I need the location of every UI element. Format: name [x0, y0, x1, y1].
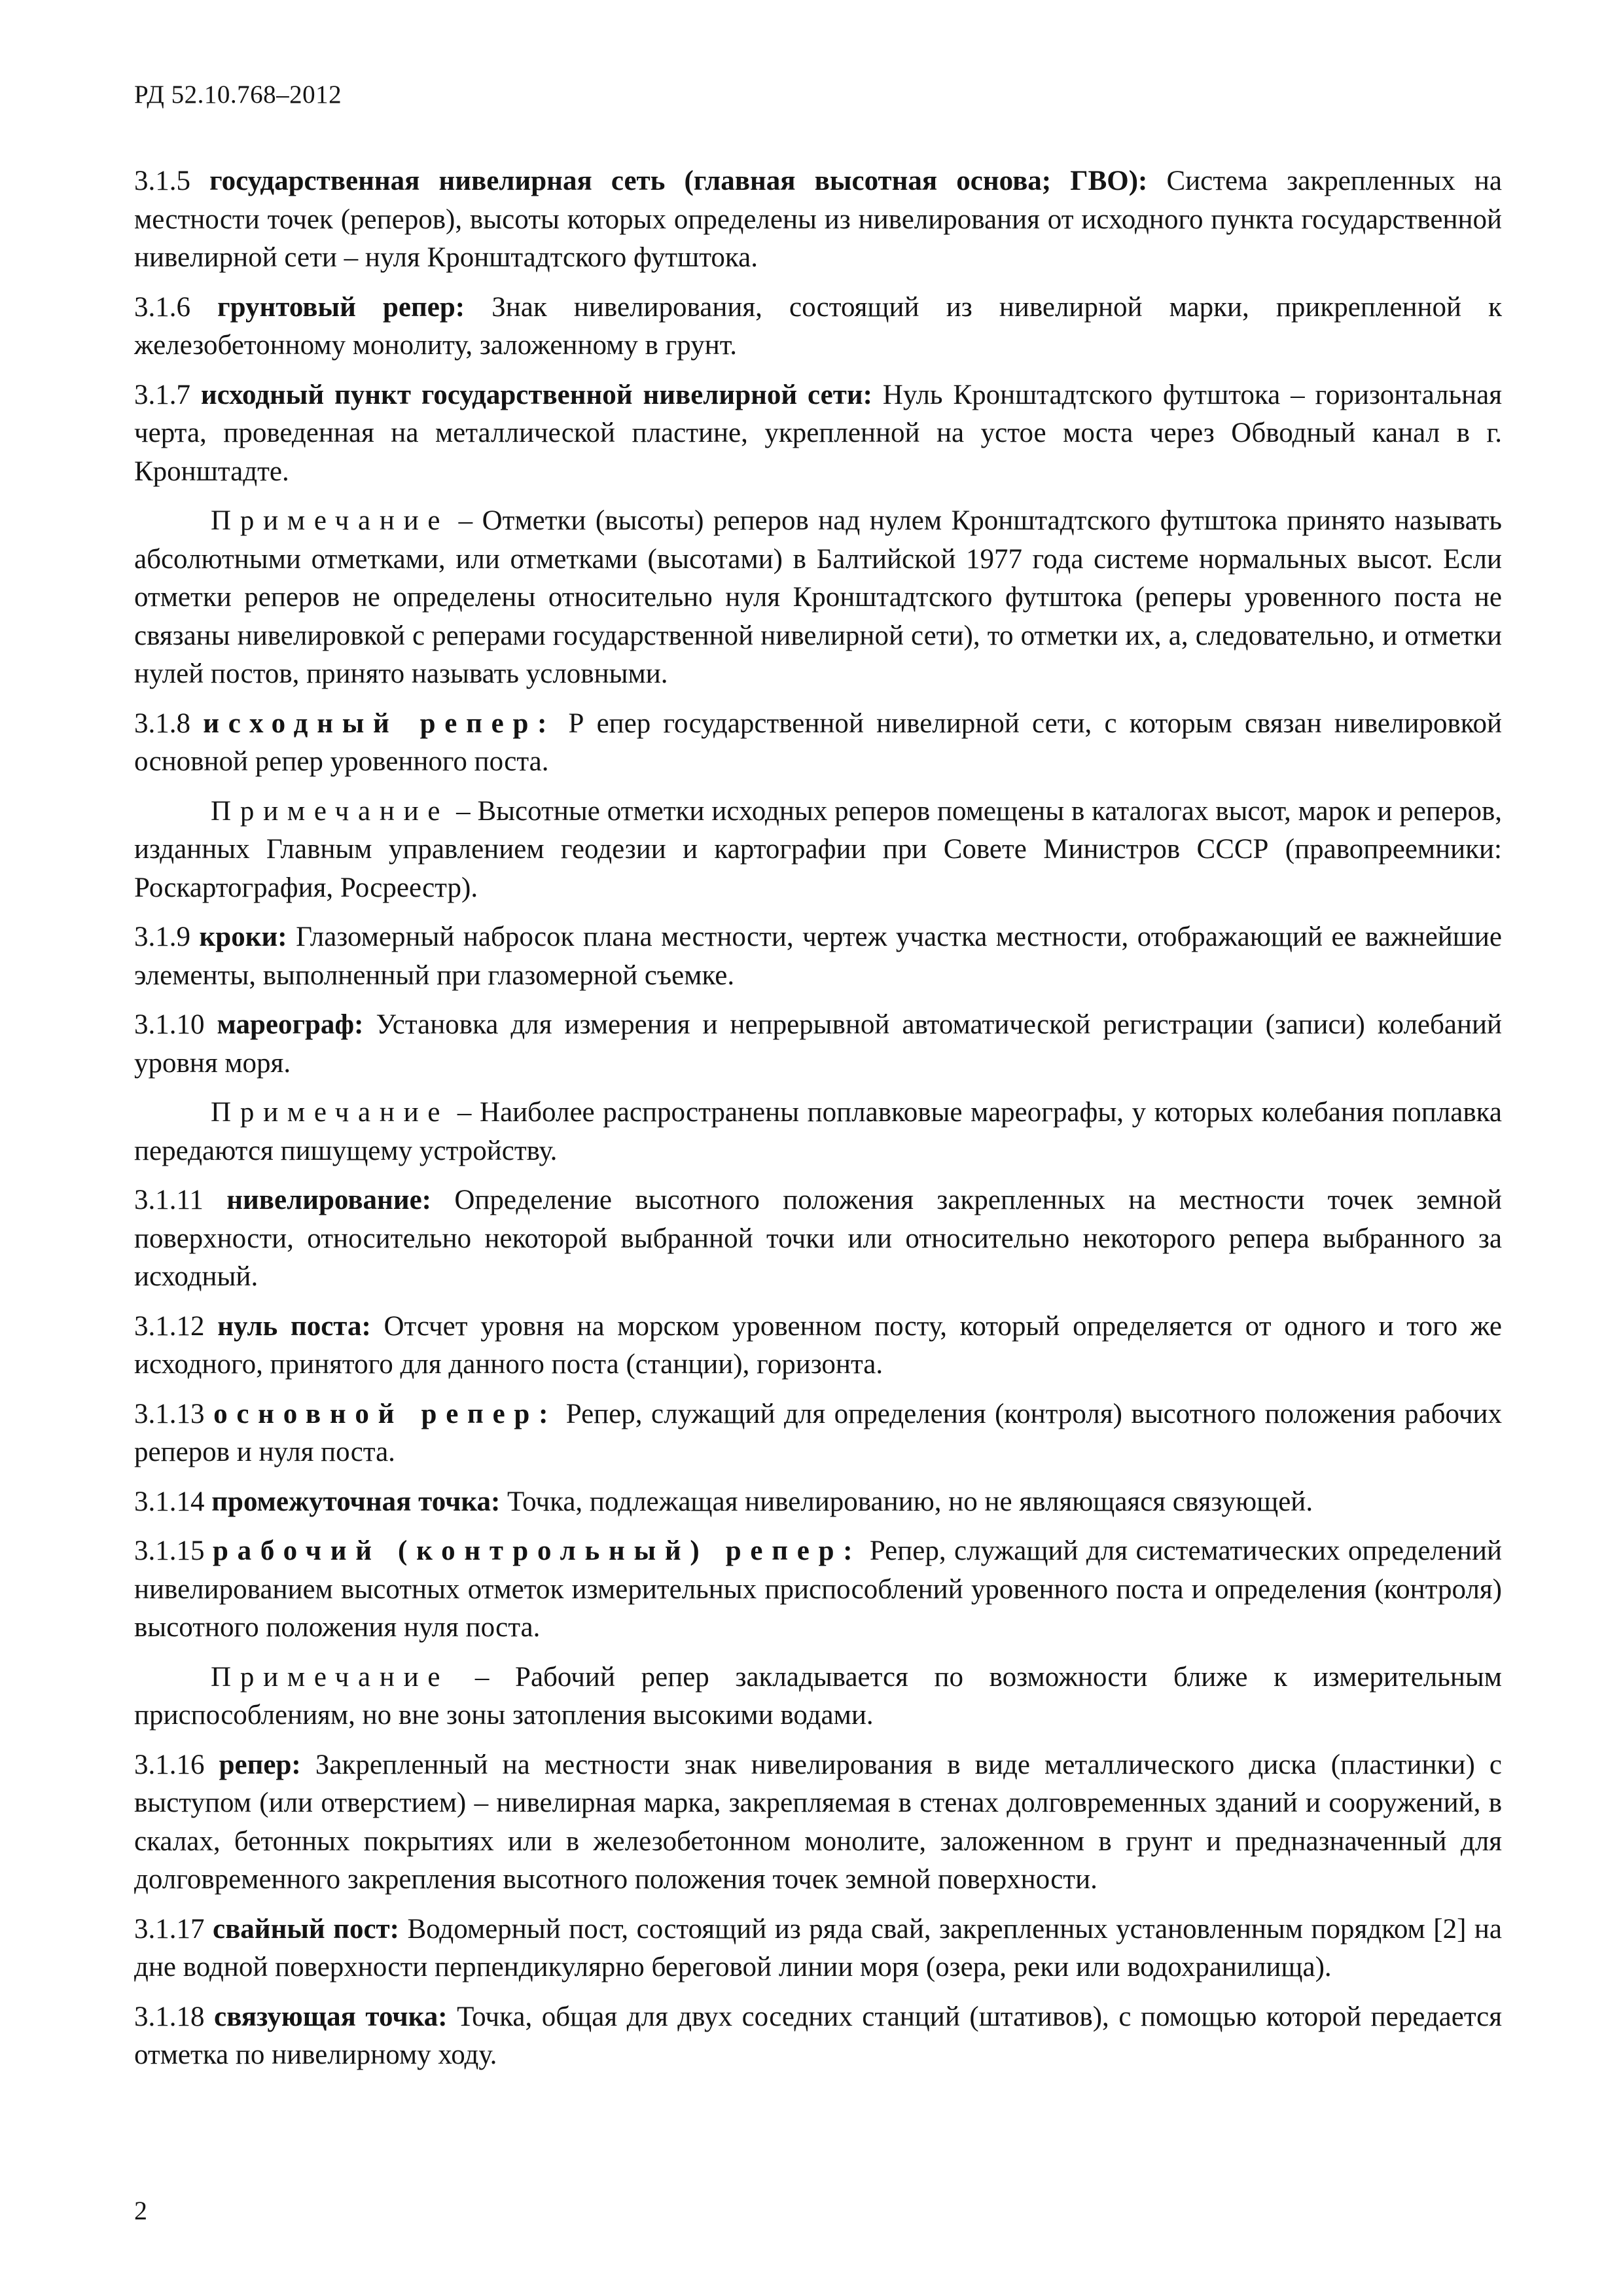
entry-term: государственная нивелирная сеть (главная высотная основа; ГВО): — [209, 166, 1148, 196]
entry-text: Репер, служащий для определения (контроля) высотного положения рабочих реперов и нуля поста. — [134, 1398, 1502, 1467]
entry-term: промежуточная точка: — [211, 1486, 501, 1517]
note-text: – Наиболее распространены поплавковые мареографы, у которых колебания поплавка передаются пишущему устройству. — [134, 1097, 1502, 1166]
entry-text: Точка, подлежащая нивелированию, но не являющаяся связующей. — [500, 1486, 1313, 1517]
entry-number: 3.1.17 — [134, 1913, 213, 1945]
note-3-1-7 — [134, 502, 1502, 694]
note-text: – Отметки (высоты) реперов над нулем Кронштадтского футштока принято называть абсолютными отметками, или отметками (высотами) в Балтийской 1977 года системе нормальных высот. Если отметки реперов не определены относительно нуля Кронштадтского футштока (реперы уровенного поста не связаны нивелировкой с реперами государственной нивелирной сети), то отметки их, а, следовательно, и отметки нулей постов, принято называть условными. — [134, 505, 1502, 689]
entry-term: связующая точка: — [214, 2001, 448, 2032]
entry-term: грунтовый репер: — [217, 291, 465, 323]
note-text: – Высотные отметки исходных реперов помещены в каталогах высот, марок и реперов, изданных Главным управлением геодезии и картографии при Совете Министров СССР (правопреемники: Роскартография, Росреестр). — [134, 795, 1502, 903]
definition-3-1-15 — [134, 1532, 1502, 1647]
entry-number: 3.1.5 — [134, 166, 210, 196]
entry-number: 3.1.10 — [134, 1009, 217, 1040]
entry-number: 3.1.12 — [134, 1310, 218, 1342]
entry-number: 3.1.18 — [134, 2001, 215, 2032]
entry-number: 3.1.8 — [134, 708, 204, 739]
entry-term: основной репер: — [213, 1398, 558, 1429]
entry-number: 3.1.13 — [134, 1398, 214, 1429]
definition-3-1-6 — [134, 289, 1502, 365]
definition-3-1-9 — [134, 918, 1502, 995]
entry-term: рабочий (контрольный) репер: — [212, 1535, 862, 1566]
entry-term: кроки: — [199, 922, 287, 952]
document-header: РД 52.10.768–2012 — [134, 81, 342, 109]
entry-term: нуль поста: — [217, 1310, 371, 1342]
note-text: – Рабочий репер закладывается по возможности ближе к измерительным приспособлениям, но вне зоны затопления высокими водами. — [134, 1661, 1502, 1731]
note-label: Примечание — [211, 1097, 450, 1128]
definition-3-1-16 — [134, 1746, 1502, 1899]
entry-text: Система закрепленных на местности точек (реперов), высоты которых определены из нивелирования от исходного пункта государственной нивелирной сети – нуля Кронштадтского футштока. — [134, 166, 1502, 273]
entry-text: Определение высотного положения закрепленных на местности точек земной поверхности, относительно некоторой выбранной точки или относительно некоторого репера выбранного за исходный. — [134, 1185, 1502, 1292]
entry-term: репер: — [219, 1749, 301, 1780]
entry-text: Установка для измерения и непрерывной автоматической регистрации (записи) колебаний уровня моря. — [134, 1009, 1502, 1079]
entry-text: Р епер государственной нивелирной сети, с которым связан нивелировкой основной репер уровенного поста. — [134, 708, 1502, 777]
entry-term: мареограф: — [217, 1009, 364, 1040]
definition-3-1-18 — [134, 1998, 1502, 2075]
entry-text: Водомерный пост, состоящий из ряда свай, закрепленных установленным порядком [2] на дне водной поверхности перпендикулярно береговой линии моря (озера, реки или водохранилища). — [134, 1913, 1502, 1982]
note-label: Примечание — [211, 505, 450, 536]
note-label: Примечание — [211, 1661, 450, 1693]
definition-3-1-7 — [134, 376, 1502, 492]
definition-3-1-17 — [134, 1910, 1502, 1987]
entry-term: нивелирование: — [226, 1185, 431, 1215]
note-3-1-15 — [134, 1659, 1502, 1735]
entry-text: Точка, общая для двух соседних станций (штативов), с помощью которой передается отметка по нивелирному ходу. — [134, 2001, 1503, 2070]
entry-number: 3.1.11 — [134, 1185, 227, 1215]
definition-3-1-10 — [134, 1006, 1502, 1083]
entry-number: 3.1.6 — [134, 291, 218, 323]
entry-text: Глазомерный набросок плана местности, чертеж участка местности, отображающий ее важнейшие элементы, выполненный при глазомерной съемке. — [134, 922, 1503, 991]
definition-3-1-8 — [134, 705, 1502, 781]
entry-text: Знак нивелирования, состоящий из нивелирной марки, прикрепленной к железобетонному монолиту, заложенному в грунт. — [134, 291, 1502, 361]
definition-3-1-12 — [134, 1308, 1502, 1384]
entry-term: исходный репер: — [203, 708, 556, 739]
definition-3-1-14 — [134, 1483, 1502, 1522]
definition-3-1-11 — [134, 1181, 1502, 1297]
page-number: 2 — [134, 2196, 147, 2225]
entry-number: 3.1.16 — [134, 1749, 219, 1780]
entry-number: 3.1.14 — [134, 1486, 212, 1517]
definition-3-1-13 — [134, 1395, 1502, 1472]
entry-text: Отсчет уровня на морском уровенном посту, который определяется от одного и того же исходного, принятого для данного поста (станции), горизонта. — [134, 1310, 1503, 1380]
entry-number: 3.1.7 — [134, 379, 201, 410]
entry-term: свайный пост: — [213, 1913, 399, 1945]
note-3-1-8 — [134, 793, 1502, 908]
note-3-1-10 — [134, 1094, 1502, 1170]
entry-number: 3.1.9 — [134, 922, 200, 952]
entry-text: Репер, служащий для систематических определений нивелированием высотных отметок измерительных приспособлений уровенного поста и определения (контроля) высотного положения нуля поста. — [134, 1535, 1503, 1643]
entry-term: исходный пункт государственной нивелирной сети: — [200, 379, 872, 410]
document-body — [134, 162, 1502, 2086]
entry-text: Закрепленный на местности знак нивелирования в виде металлического диска (пластинки) с выступом (или отверстием) – нивелирная марка, закрепляемая в стенах долговременных зданий и сооружений, в скалах, бетонных покрытиях или в железобетонном монолите, заложенном в грунт и предназначенный для долговременного закрепления высотного положения точек земной поверхности. — [134, 1749, 1502, 1895]
entry-number: 3.1.15 — [134, 1535, 213, 1566]
note-label: Примечание — [211, 795, 450, 827]
definition-3-1-5 — [134, 162, 1502, 278]
entry-text: Нуль Кронштадтского футштока – горизонтальная черта, проведенная на металлической пластине, укрепленной на устое моста через Обводный канал в г. Кронштадте. — [134, 379, 1502, 487]
